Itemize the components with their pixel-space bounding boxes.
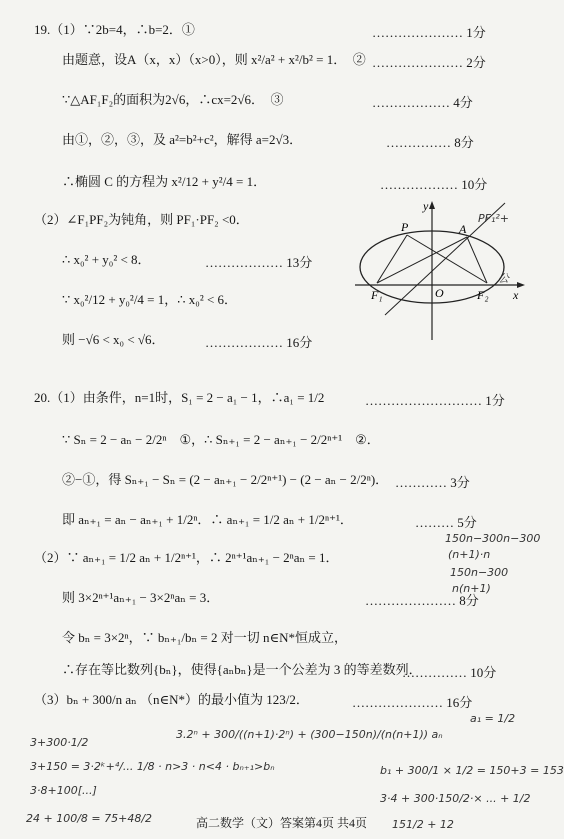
q20-line-4: 即 aₙ₊₁ = aₙ − aₙ₊₁ + 1/2ⁿ．∴ aₙ₊₁ = 1/2 aₙ + 1/2ⁿ⁺¹． [62, 512, 353, 527]
q19-line-3: ∵△AF₁F₂的面积为2√6，∴cx=2√6． ③ [62, 92, 284, 107]
q20-line-6: 则 3×2ⁿ⁺¹aₙ₊₁ − 3×2ⁿaₙ = 3． [62, 590, 220, 605]
q19-score-3: ……………… 4分 [372, 95, 473, 110]
q19-score-2: ………………… 2分 [372, 55, 486, 70]
handwriting-11: 3·4 + 300·150/2·× ... + 1/2 [380, 792, 531, 805]
handwriting-5: 3.2ⁿ + 300/((n+1)·2ⁿ) + (300−150n)/(n(n+1)) aₙ [176, 728, 443, 741]
q20-score-9: ………………… 16分 [352, 695, 473, 710]
q19-score-4: …………… 8分 [386, 135, 474, 150]
segment-af2 [467, 237, 487, 283]
q20-line-1: 20.（1）由条件，n=1时，S₁ = 2 − a₁ − 1，∴a₁ = 1/2 [34, 390, 325, 405]
q20-score-4: ……… 5分 [415, 515, 477, 530]
q19-line-1: 19.（1）∵2b=4，∴b=2．① [34, 22, 195, 37]
handwriting-12: 151/2 + 12 [392, 818, 454, 831]
label-f2: F₂ [477, 288, 489, 302]
q19-score-5: ……………… 10分 [380, 177, 488, 192]
q20-score-3: ………… 3分 [395, 475, 470, 490]
q20-score-1: ……………………… 1分 [365, 393, 505, 408]
label-y: y [423, 199, 429, 213]
handwriting-13: a₁ = 1/2 [470, 712, 516, 725]
q19-line-2: 由题意，设A（x，x）（x>0），则 x²/a² + x²/b² = 1． ② [62, 52, 366, 67]
q19-line-5: ∴椭圆 C 的方程为 x²/12 + y²/4 = 1． [62, 174, 267, 189]
q20-score-6: ………………… 8分 [365, 593, 479, 608]
q20-line-9: （3）bₙ + 300/n aₙ （n∈N*）的最小值为 123/2． [34, 692, 309, 707]
handwriting-9: 24 + 100/8 = 75+48/2 [26, 812, 153, 825]
q19-score-7: ……………… 13分 [205, 255, 313, 270]
handwriting-4: n(n+1) [452, 582, 491, 595]
handwriting-3: 150n−300 [450, 566, 509, 579]
q20-score-8: …………… 10分 [402, 665, 497, 680]
page-footer: 高二数学（文）答案第4页 共4页 [196, 816, 368, 830]
q20-line-7: 令 bₙ = 3×2ⁿ，∵ bₙ₊₁/bₙ = 2 对一切 n∈N*恒成立， [62, 630, 347, 645]
q20-line-2: ∵ Sₙ = 2 − aₙ − 2/2ⁿ ①，∴ Sₙ₊₁ = 2 − aₙ₊₁ − 2/2ⁿ⁺¹ ②． [62, 432, 380, 447]
handwriting-pf1: PF₁²+ [478, 212, 509, 225]
q19-line-8: ∵ x₀²/12 + y₀²/4 = 1，∴ x₀² < 6． [62, 292, 238, 307]
q20-line-8: ∴存在等比数列{bₙ}，使得{aₙbₙ}是一个公差为 3 的等差数列． [62, 662, 422, 677]
label-a: A [459, 222, 467, 236]
label-o: O [435, 286, 444, 300]
label-x: x [513, 288, 519, 302]
handwriting-7: 3+150 = 3·2ᵏ+⁴/... 1/8 · n>3 · n<4 · bₙ₊₁>bₙ [30, 760, 275, 773]
segment-pf2 [407, 235, 487, 283]
q19-score-1: ………………… 1分 [372, 25, 486, 40]
handwriting-6: 3+300·1/2 [30, 736, 89, 749]
q19-line-6: （2）∠F₁PF₂为钝角，则 PF₁·PF₂ <0． [34, 212, 249, 227]
handwriting-8: 3·8+100[...] [30, 784, 97, 797]
label-f1: F₁ [371, 288, 383, 302]
q20-line-3: ②−①，得 Sₙ₊₁ − Sₙ = (2 − aₙ₊₁ − 2/2ⁿ⁺¹) − (2 − aₙ − 2/2ⁿ)． [62, 472, 389, 487]
label-p: P [401, 220, 409, 234]
handwriting-10: b₁ + 300/1 × 1/2 = 150+3 = 153 [380, 764, 564, 777]
y-axis-arrow [429, 201, 435, 209]
q19-line-9: 则 −√6 < x₀ < √6． [62, 332, 165, 347]
q20-line-5: （2）∵ aₙ₊₁ = 1/2 aₙ + 1/2ⁿ⁺¹，∴ 2ⁿ⁺¹aₙ₊₁ − 2ⁿaₙ = 1． [34, 550, 339, 565]
handwriting-mark: 公 [498, 272, 509, 285]
q19-score-9: ……………… 16分 [205, 335, 313, 350]
q19-line-7: ∴ x₀² + y₀² < 8． [62, 252, 151, 267]
handwriting-1: 150n−300n−300 [445, 532, 541, 545]
handwriting-2: (n+1)·n [448, 548, 491, 561]
q19-line-4: 由①，②，③，及 a²=b²+c²，解得 a=2√3． [62, 132, 303, 147]
